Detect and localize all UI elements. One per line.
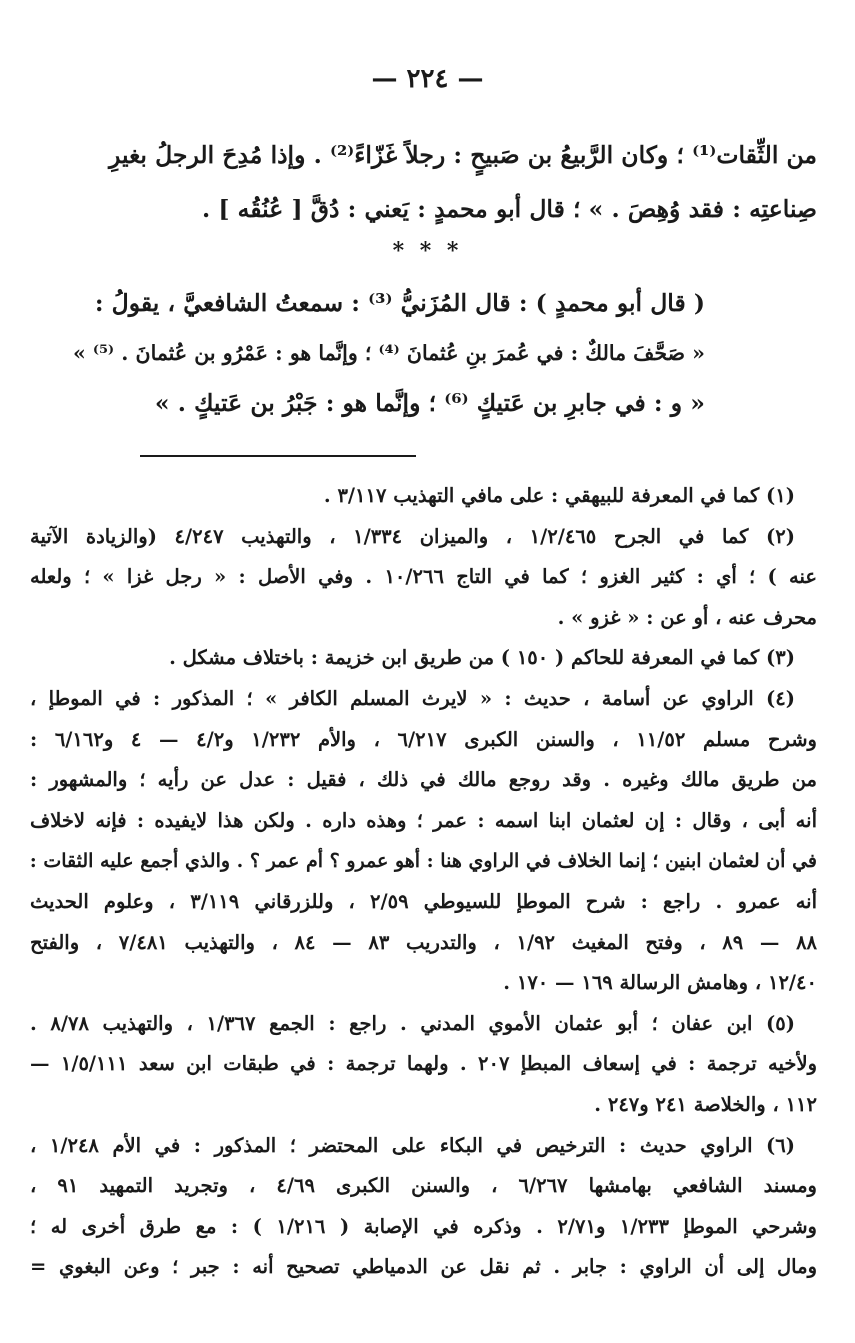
footnote-divider xyxy=(140,455,416,457)
footnote-line: (٦) الراوي حديث : الترخيص في البكاء على المحتضر ؛ المذكور : في الأم ١/٢٤٨ ، xyxy=(30,1133,795,1157)
footnote-line: محرف عنه ، أو عن : « غزو » . xyxy=(557,605,817,629)
section-separator: * * * xyxy=(392,238,463,264)
footnote-line: ولأخيه ترجمة : في إسعاف المبطإ ٢٠٧ . ولهما ترجمة : في طبقات ابن سعد ١/٥/١١١ — xyxy=(30,1052,817,1076)
quote-line: « و : في جابرِ بن عَتيكٍ ⁽⁶⁾ ؛ وإنَّما هو : جَبْرُ بن عَتيكٍ . » xyxy=(154,389,705,417)
footnote-line: (١) كما في المعرفة للبيهقي : على مافي التهذيب ٣/١١٧ . xyxy=(323,484,795,507)
footnote-line: عنه ) ؛ أي : كثير الغزو ؛ كما في التاج ١٠/٢٦٦ . وفي الأصل : « رجل غزا » ؛ ولعله xyxy=(30,565,818,589)
footnote-line: ١٢/٤٠ ، وهامش الرسالة ١٦٩ — ١٧٠ . xyxy=(503,971,817,995)
footnote-line: (٤) الراوي عن أسامة ، حديث : « لايرث المسلم الكافر » ؛ المذكور : في الموطإ ، xyxy=(30,686,795,710)
quote-line: ( قال أبو محمدٍ ) : قال المُزَنيُّ ⁽³⁾ : سمعتُ الشافعيَّ ، يقولُ : xyxy=(94,289,705,317)
footnote-line: وشرحي الموطإ ١/٢٣٣ و٢/٧١ . وذكره في الإصابة ( ١/٢١٦ ) : مع طرق أخرى له ؛ xyxy=(30,1214,817,1238)
footnote-line: أنه عمرو . راجع : شرح الموطإ للسيوطي ٢/٥٩ ، وللزرقاني ٣/١١٩ ، وعلوم الحديث xyxy=(30,889,818,913)
footnote-line: ٨٨ — ٨٩ ، وفتح المغيث ١/٩٢ ، والتدريب ٨٣ — ٨٤ ، والتهذيب ٧/٤٨١ ، والفتح xyxy=(30,930,818,954)
footnote-line: في أن لعثمان ابنين ؛ إنما الخلاف في الراوي هنا : أهو عمرو ؟ أم عمر ؟ . والذي أجمع عليه الثقات : xyxy=(29,850,817,873)
main-text-line: صِناعتِه : فقد وُهِصَ . » ؛ قال أبو محمدٍ : يَعني : دُقَّ [ عُنُقُه ] . xyxy=(202,195,817,223)
main-text xyxy=(30,128,817,236)
footnotes xyxy=(30,476,817,1288)
footnote-line: ومال إلى أن الراوي : جابر . ثم نقل عن الدمياطي تصحيح أنه : جبر ؛ وعن البغوي = xyxy=(30,1255,817,1279)
quote-line: « صَحَّفَ مالكٌ : في عُمرَ بنِ عُثمانَ ⁽⁴⁾ ؛ وإنَّما هو : عَمْرُو بن عُثمانَ . ⁽⁵⁾ » xyxy=(72,341,705,365)
page-number: — ٢٢٤ — xyxy=(371,64,484,94)
quote-block xyxy=(60,278,705,428)
footnote-line: (٢) كما في الجرح ١/٢/٤٦٥ ، والميزان ١/٣٣٤ ، والتهذيب ٤/٢٤٧ (والزيادة الآتية xyxy=(30,524,795,548)
footnote-line: ١١٢ ، والخلاصة ٢٤١ و٢٤٧ . xyxy=(594,1092,817,1116)
footnote-line: (٥) ابن عفان ؛ أبو عثمان الأموي المدني . راجع : الجمع ١/٣٦٧ ، والتهذيب ٨/٧٨ . xyxy=(30,1011,796,1035)
footnote-line: ومسند الشافعي بهامشها ٦/٢٦٧ ، والسنن الكبرى ٤/٦٩ ، وتجريد التمهيد ٩١ ، xyxy=(30,1174,817,1198)
footnote-line: من طريق مالك وغيره . وقد روجع مالك في ذلك ، فقيل : عدل عن رأيه ؛ والمشهور : xyxy=(30,768,817,792)
main-text-line: من الثِّقات⁽¹⁾ ؛ وكان الرَّبيعُ بن صَبيحٍ : رجلاً غَزّاءً⁽²⁾ . وإذا مُدِحَ الرجلُ بغيرِ xyxy=(109,141,817,169)
footnote-line: (٣) كما في المعرفة للحاكم ( ١٥٠ ) من طريق ابن خزيمة : باختلاف مشكل . xyxy=(169,646,795,670)
footnote-line: وشرح مسلم ١١/٥٢ ، والسنن الكبرى ٦/٢١٧ ، والأم ١/٢٣٢ و٤/٢ — ٤ و٦/١٦٢ : xyxy=(30,727,817,751)
footnote-line: أنه أبى ، وقال : إن لعثمان ابنا اسمه : عمر ؛ وهذه داره . ولكن هذا لايفيده : فإنه لاخلاف xyxy=(30,808,817,832)
